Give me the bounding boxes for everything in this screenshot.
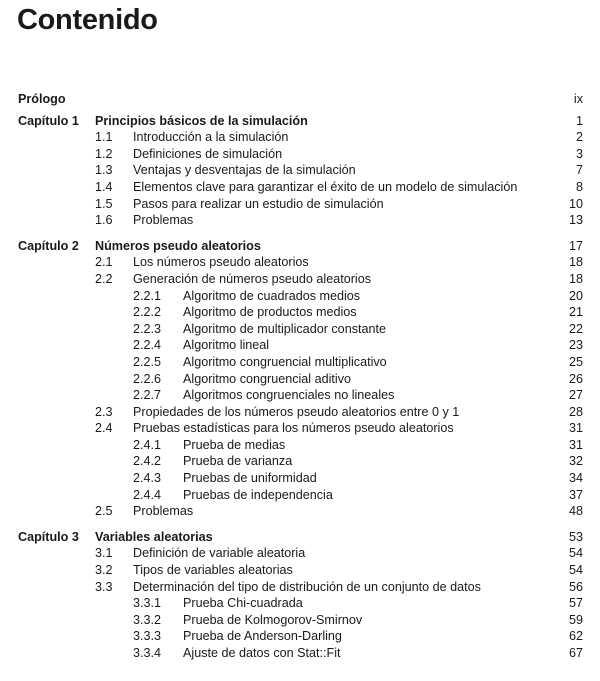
page-number: 57: [568, 596, 583, 611]
toc-section-entry: [0, 545, 600, 562]
entry-title: Números pseudo aleatorios: [95, 238, 261, 253]
section-number: 3.1: [95, 546, 113, 561]
entry-title: Pruebas de uniformidad: [183, 471, 317, 486]
toc-section-entry: [0, 404, 600, 421]
page-number: 31: [568, 437, 583, 452]
toc-section-entry: [0, 212, 600, 229]
entry-title: Tipos de variables aleatorias: [133, 563, 293, 578]
entry-title: Pruebas estadísticas para los números pseudo aleatorios: [133, 421, 454, 436]
toc-chapter-entry: [0, 529, 600, 546]
entry-title: Algoritmo congruencial aditivo: [183, 371, 352, 386]
entry-title: Prueba Chi-cuadrada: [183, 596, 303, 611]
entry-title: Definición de variable aleatoria: [133, 546, 306, 561]
entry-title: Pruebas de independencia: [183, 487, 333, 502]
entry-title: Prólogo: [18, 92, 66, 106]
page-number: 23: [568, 338, 583, 353]
toc-section-entry: [0, 254, 600, 271]
section-number: 2.4.4: [133, 487, 162, 502]
page-number: 10: [568, 196, 583, 211]
entry-title: Determinación del tipo de distribución de un conjunto de datos: [133, 579, 481, 594]
entry-title: Algoritmo de productos medios: [183, 305, 357, 320]
page-title: Contenido: [17, 4, 158, 36]
toc-subsection-entry: [0, 371, 600, 388]
entry-title: Prueba de Kolmogorov-Smirnov: [183, 612, 363, 627]
page-number: 20: [568, 288, 583, 303]
toc-section-entry: [0, 146, 600, 163]
toc-prologo-entry: [0, 91, 600, 108]
section-number: 3.2: [95, 563, 113, 578]
toc-section-entry: [0, 579, 600, 596]
page-number: 17: [568, 238, 583, 253]
entry-title: Algoritmo lineal: [183, 338, 270, 353]
section-number: 2.2.3: [133, 321, 162, 336]
page-number: 59: [568, 612, 583, 627]
toc-subsection-entry: [0, 437, 600, 454]
toc-subsection-entry: [0, 628, 600, 645]
section-number: 2.2.1: [133, 288, 162, 303]
page-number: 8: [575, 179, 583, 194]
entry-title: Introducción a la simulación: [133, 130, 289, 145]
section-number: 2.1: [95, 255, 113, 270]
toc-subsection-entry: [0, 453, 600, 470]
toc-section-entry: [0, 179, 600, 196]
page-number: 28: [568, 404, 583, 419]
page-number: 26: [568, 371, 583, 386]
section-number: 1.4: [95, 179, 113, 194]
page-number: 25: [568, 354, 583, 369]
section-number: 2.5: [95, 504, 113, 519]
table-of-contents: [0, 91, 600, 662]
section-number: 3.3.2: [133, 612, 162, 627]
entry-title: Prueba de medias: [183, 437, 286, 452]
page-number: 21: [568, 305, 583, 320]
chapter-label: Capítulo 2: [18, 238, 79, 253]
toc-section-entry: [0, 503, 600, 520]
page-number: ix: [573, 92, 583, 106]
toc-subsection-entry: [0, 387, 600, 404]
page-number: 54: [568, 546, 583, 561]
section-number: 1.3: [95, 163, 113, 178]
toc-section-entry: [0, 196, 600, 213]
toc-subsection-entry: [0, 645, 600, 662]
section-number: 2.2.6: [133, 371, 162, 386]
page-number: 32: [568, 454, 583, 469]
page-number: 7: [575, 163, 583, 178]
section-number: 2.4.2: [133, 454, 162, 469]
page-number: 56: [568, 579, 583, 594]
section-number: 1.1: [95, 130, 113, 145]
toc-subsection-entry: [0, 321, 600, 338]
page-number: 22: [568, 321, 583, 336]
entry-title: Ventajas y desventajas de la simulación: [133, 163, 356, 178]
entry-title: Algoritmo congruencial multiplicativo: [183, 354, 387, 369]
toc-subsection-entry: [0, 612, 600, 629]
page-number: 13: [568, 213, 583, 228]
page-number: 18: [568, 271, 583, 286]
toc-subsection-entry: [0, 595, 600, 612]
entry-title: Pasos para realizar un estudio de simulación: [133, 196, 384, 211]
section-number: 2.2.5: [133, 354, 162, 369]
entry-title: Elementos clave para garantizar el éxito de un modelo de simulación: [133, 179, 518, 194]
entry-title: Problemas: [133, 213, 194, 228]
section-number: 2.4.3: [133, 471, 162, 486]
page-number: 67: [568, 646, 583, 660]
entry-title: Prueba de varianza: [183, 454, 293, 469]
page-number: 2: [575, 130, 583, 145]
chapter-label: Capítulo 1: [18, 113, 79, 128]
toc-subsection-entry: [0, 470, 600, 487]
section-number: 2.2.4: [133, 338, 162, 353]
entry-title: Prueba de Anderson-Darling: [183, 629, 342, 644]
entry-title: Algoritmo de cuadrados medios: [183, 288, 361, 303]
entry-title: Principios básicos de la simulación: [95, 113, 308, 128]
chapter-label: Capítulo 3: [18, 529, 79, 544]
section-number: 2.3: [95, 404, 113, 419]
section-number: 2.2: [95, 271, 113, 286]
toc-subsection-entry: [0, 487, 600, 504]
page-number: 31: [568, 421, 583, 436]
entry-title: Generación de números pseudo aleatorios: [133, 271, 372, 286]
toc-section-entry: [0, 162, 600, 179]
toc-section-entry: [0, 129, 600, 146]
page-number: 34: [568, 471, 583, 486]
toc-subsection-entry: [0, 354, 600, 371]
section-number: 3.3.1: [133, 596, 162, 611]
page-number: 1: [575, 113, 583, 128]
toc-subsection-entry: [0, 288, 600, 305]
page-number: 27: [568, 388, 583, 403]
section-number: 3.3.3: [133, 629, 162, 644]
section-number: 1.6: [95, 213, 113, 228]
section-number: 2.2.2: [133, 305, 162, 320]
page-number: 53: [568, 529, 583, 544]
page-number: 18: [568, 255, 583, 270]
entry-title: Variables aleatorias: [95, 529, 213, 544]
section-number: 1.2: [95, 146, 113, 161]
page-number: 3: [575, 146, 583, 161]
toc-subsection-entry: [0, 337, 600, 354]
toc-chapter-entry: [0, 113, 600, 130]
page-number: 48: [568, 504, 583, 519]
section-number: 2.4.1: [133, 437, 162, 452]
entry-title: Problemas: [133, 504, 194, 519]
section-number: 2.2.7: [133, 388, 162, 403]
entry-title: Propiedades de los números pseudo aleatorios entre 0 y 1: [133, 404, 460, 419]
entry-title: Los números pseudo aleatorios: [133, 255, 309, 270]
entry-title: Ajuste de datos con Stat::Fit: [183, 646, 341, 660]
toc-chapter-entry: [0, 238, 600, 255]
toc-section-entry: [0, 271, 600, 288]
page-number: 54: [568, 563, 583, 578]
toc-section-entry: [0, 420, 600, 437]
page-number: 62: [568, 629, 583, 644]
entry-title: Algoritmo de multiplicador constante: [183, 321, 387, 336]
entry-title: Definiciones de simulación: [133, 146, 283, 161]
toc-section-entry: [0, 562, 600, 579]
section-number: 2.4: [95, 421, 113, 436]
toc-subsection-entry: [0, 304, 600, 321]
section-number: 3.3.4: [133, 646, 162, 660]
section-number: 1.5: [95, 196, 113, 211]
page-number: 37: [568, 487, 583, 502]
entry-title: Algoritmos congruenciales no lineales: [183, 388, 395, 403]
section-number: 3.3: [95, 579, 113, 594]
